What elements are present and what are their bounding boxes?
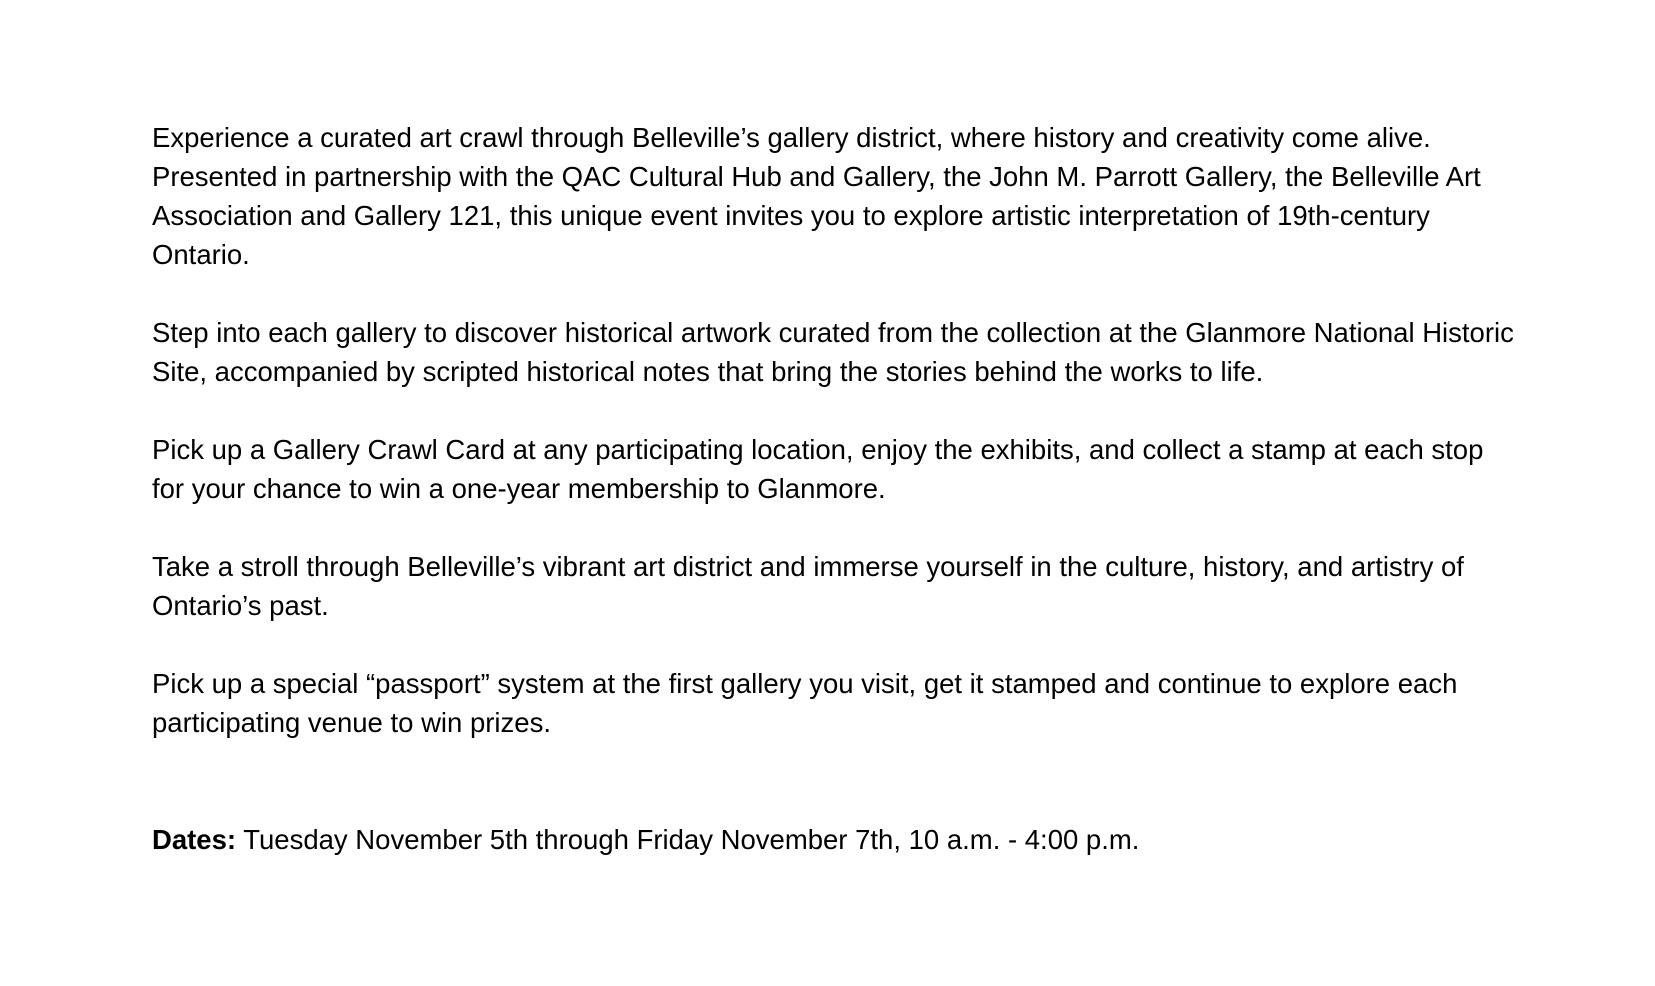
dates-label: Dates: (152, 824, 237, 855)
crawl-card-paragraph: Pick up a Gallery Crawl Card at any participating location, enjoy the exhibits, and collect a stamp at each stop for your chance to win a one-year membership to Glanmore. (152, 434, 1492, 504)
dates-value: Tuesday November 5th through Friday November 7th, 10 a.m. - 4:00 p.m. (236, 824, 1140, 855)
passport-paragraph: Pick up a special “passport” system at the first gallery you visit, get it stamped and continue to explore each participating venue to win prizes. (152, 668, 1466, 738)
stroll-paragraph: Take a stroll through Belleville’s vibrant art district and immerse yourself in the culture, history, and artistry of Ontario’s past. (152, 551, 1472, 621)
gallery-paragraph: Step into each gallery to discover historical artwork curated from the collection at the Glanmore National Historic Site, accompanied by scripted historical notes that bring the stories behind the works to life. (152, 317, 1522, 387)
intro-paragraph: Experience a curated art crawl through Belleville’s gallery district, where history and creativity come alive. Presented in partnership with the QAC Cultural Hub and Gallery, the John M. Parrott Gallery, the Belleville Art Association and Gallery 121, this unique event invites you to explore artistic interpretation of 19th-century Ontario. (152, 122, 1487, 270)
dates-line (152, 820, 1522, 859)
document-body (152, 118, 1522, 859)
